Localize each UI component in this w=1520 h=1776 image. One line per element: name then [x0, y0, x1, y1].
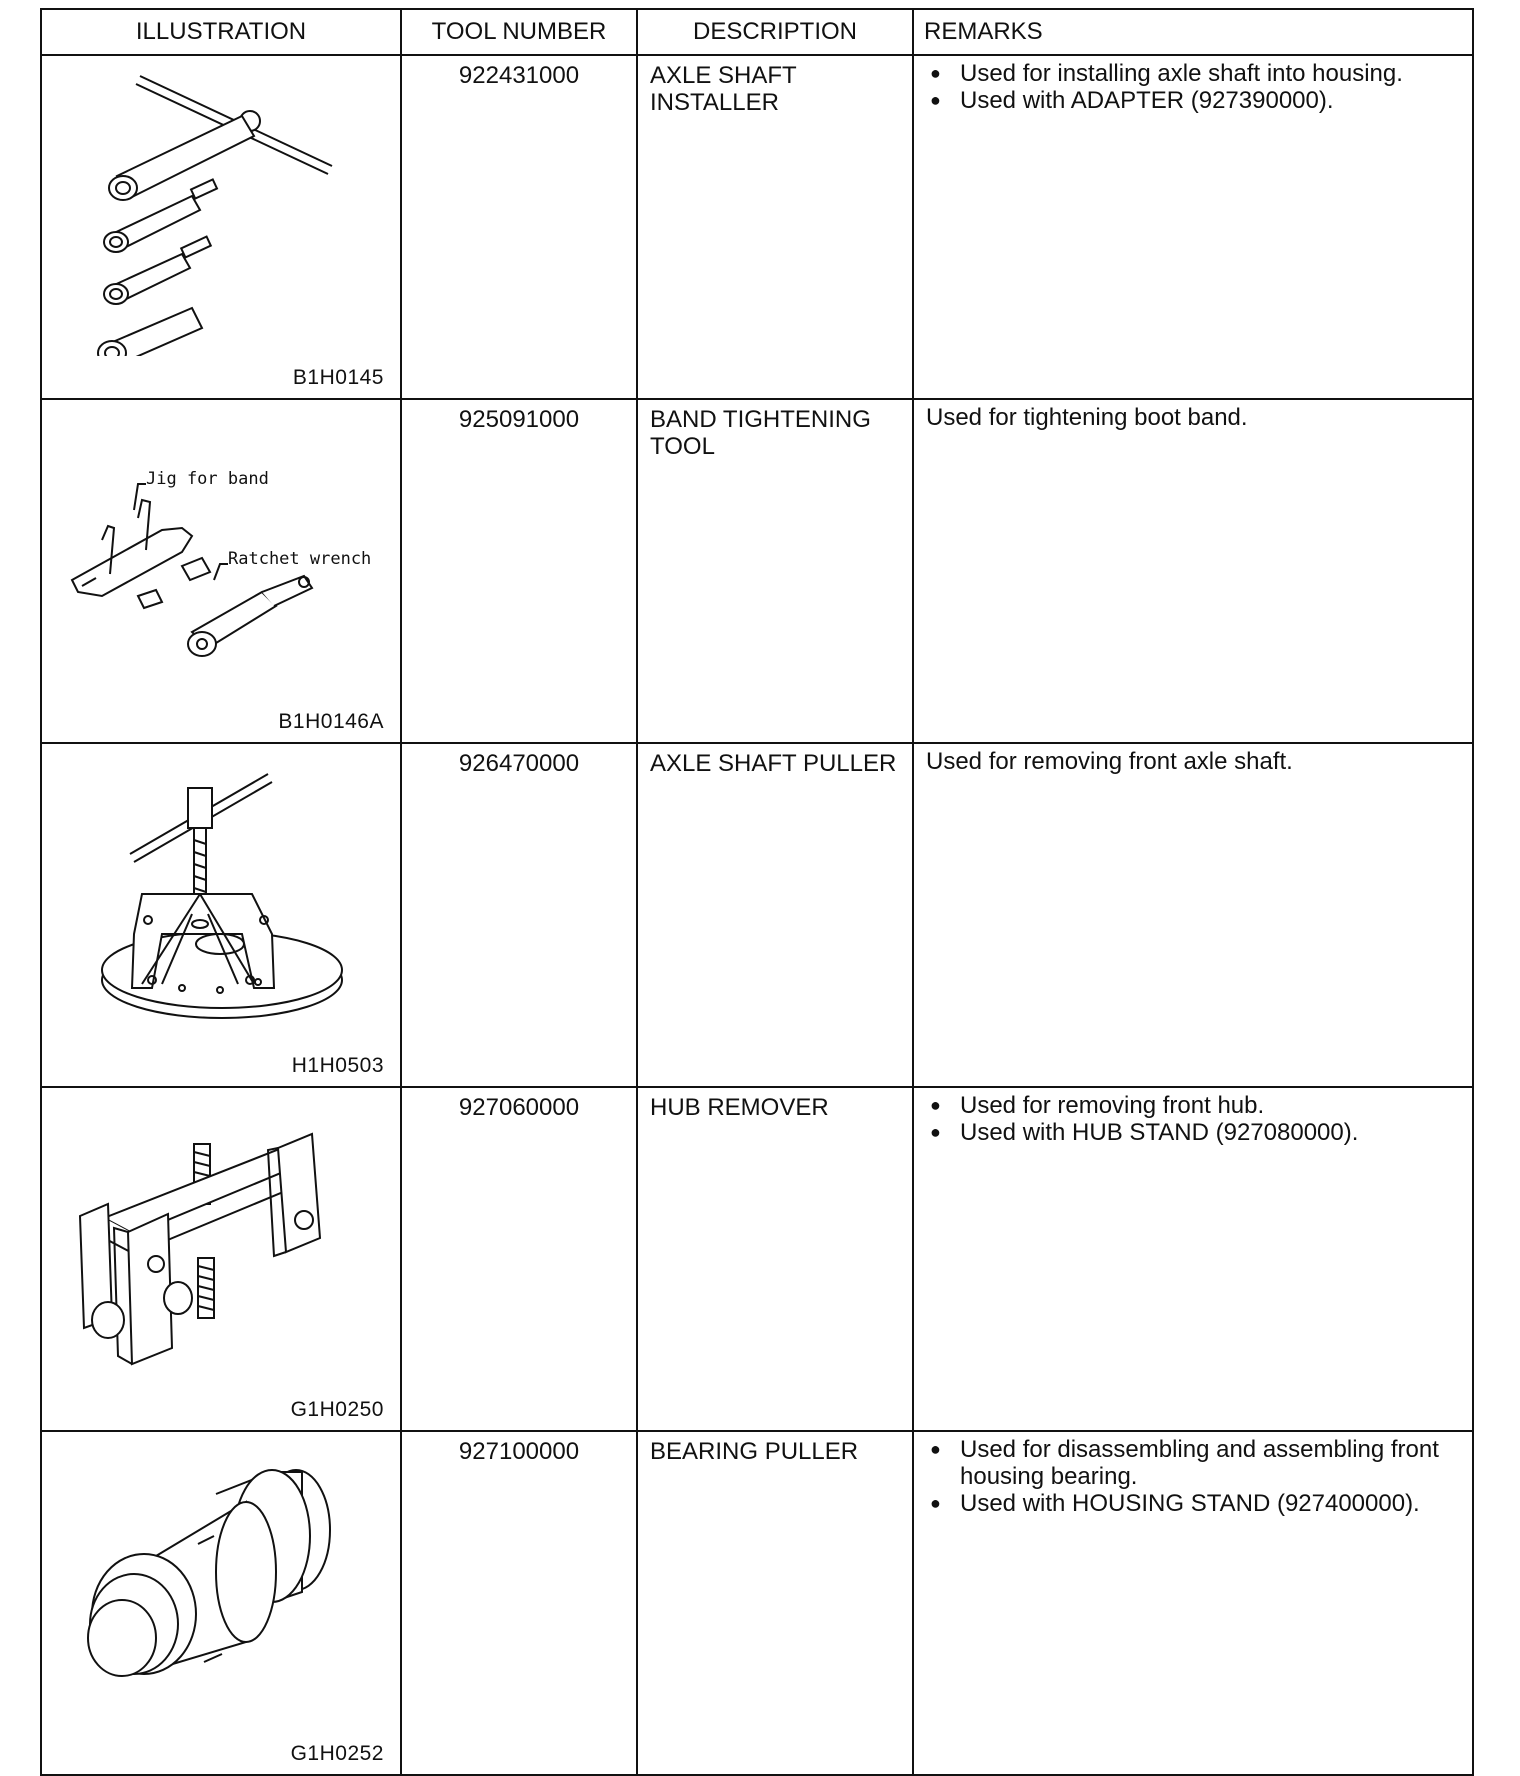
table-row	[41, 55, 1473, 399]
illustration-cell	[41, 399, 401, 743]
figure-code: B1H0145	[292, 366, 384, 389]
remarks-item: ● Used with ADAPTER (927390000).	[926, 87, 1460, 114]
table-row	[41, 743, 1473, 1087]
header-tool-number: TOOL NUMBER	[401, 9, 637, 55]
tool-description: AXLE SHAFT INSTALLER	[637, 55, 913, 399]
illustration-cell	[41, 1087, 401, 1431]
table-row	[41, 1431, 1473, 1775]
figure-label-jig: Jig for band	[146, 469, 269, 489]
axle-shaft-installer-icon	[42, 56, 402, 356]
tool-remarks: Used for removing front axle shaft.	[913, 743, 1473, 1087]
tool-number: 925091000	[401, 399, 637, 743]
header-description: DESCRIPTION	[637, 9, 913, 55]
figure-code: G1H0250	[290, 1398, 384, 1421]
remarks-item: ● Used with HUB STAND (927080000).	[926, 1119, 1460, 1146]
tool-description: BAND TIGHTENING TOOL	[637, 399, 913, 743]
hub-remover-icon	[42, 1088, 402, 1388]
bearing-puller-icon	[42, 1432, 402, 1732]
remarks-list	[926, 1092, 1460, 1146]
tool-description: BEARING PULLER	[637, 1431, 913, 1775]
remarks-list	[926, 60, 1460, 114]
figure-code: G1H0252	[290, 1742, 384, 1765]
header-illustration: ILLUSTRATION	[41, 9, 401, 55]
tool-description: HUB REMOVER	[637, 1087, 913, 1431]
band-tightening-tool-icon	[42, 400, 402, 700]
table-row	[41, 1087, 1473, 1431]
tool-remarks	[913, 1431, 1473, 1775]
remarks-item: ● Used with HOUSING STAND (927400000).	[926, 1490, 1460, 1517]
axle-shaft-puller-icon	[42, 744, 402, 1044]
tool-number: 926470000	[401, 743, 637, 1087]
remarks-item: ● Used for disassembling and assembling front housing bearing.	[926, 1436, 1460, 1490]
figure-code: B1H0146A	[278, 710, 384, 733]
illustration-cell	[41, 1431, 401, 1775]
tool-description: AXLE SHAFT PULLER	[637, 743, 913, 1087]
illustration-cell	[41, 743, 401, 1087]
illustration-cell	[41, 55, 401, 399]
remarks-list	[926, 1436, 1460, 1517]
figure-code: H1H0503	[291, 1054, 384, 1077]
tool-remarks	[913, 55, 1473, 399]
remarks-item: ● Used for installing axle shaft into housing.	[926, 60, 1460, 87]
tool-remarks	[913, 1087, 1473, 1431]
tool-number: 927100000	[401, 1431, 637, 1775]
remarks-item: ● Used for removing front hub.	[926, 1092, 1460, 1119]
header-remarks: REMARKS	[913, 9, 1473, 55]
tool-number: 927060000	[401, 1087, 637, 1431]
special-tools-sheet	[40, 8, 1472, 1765]
tool-number: 922431000	[401, 55, 637, 399]
tool-remarks: Used for tightening boot band.	[913, 399, 1473, 743]
table-header-row	[41, 9, 1473, 55]
figure-label-ratchet: Ratchet wrench	[228, 549, 372, 569]
table-row	[41, 399, 1473, 743]
special-tools-table	[40, 8, 1474, 1776]
